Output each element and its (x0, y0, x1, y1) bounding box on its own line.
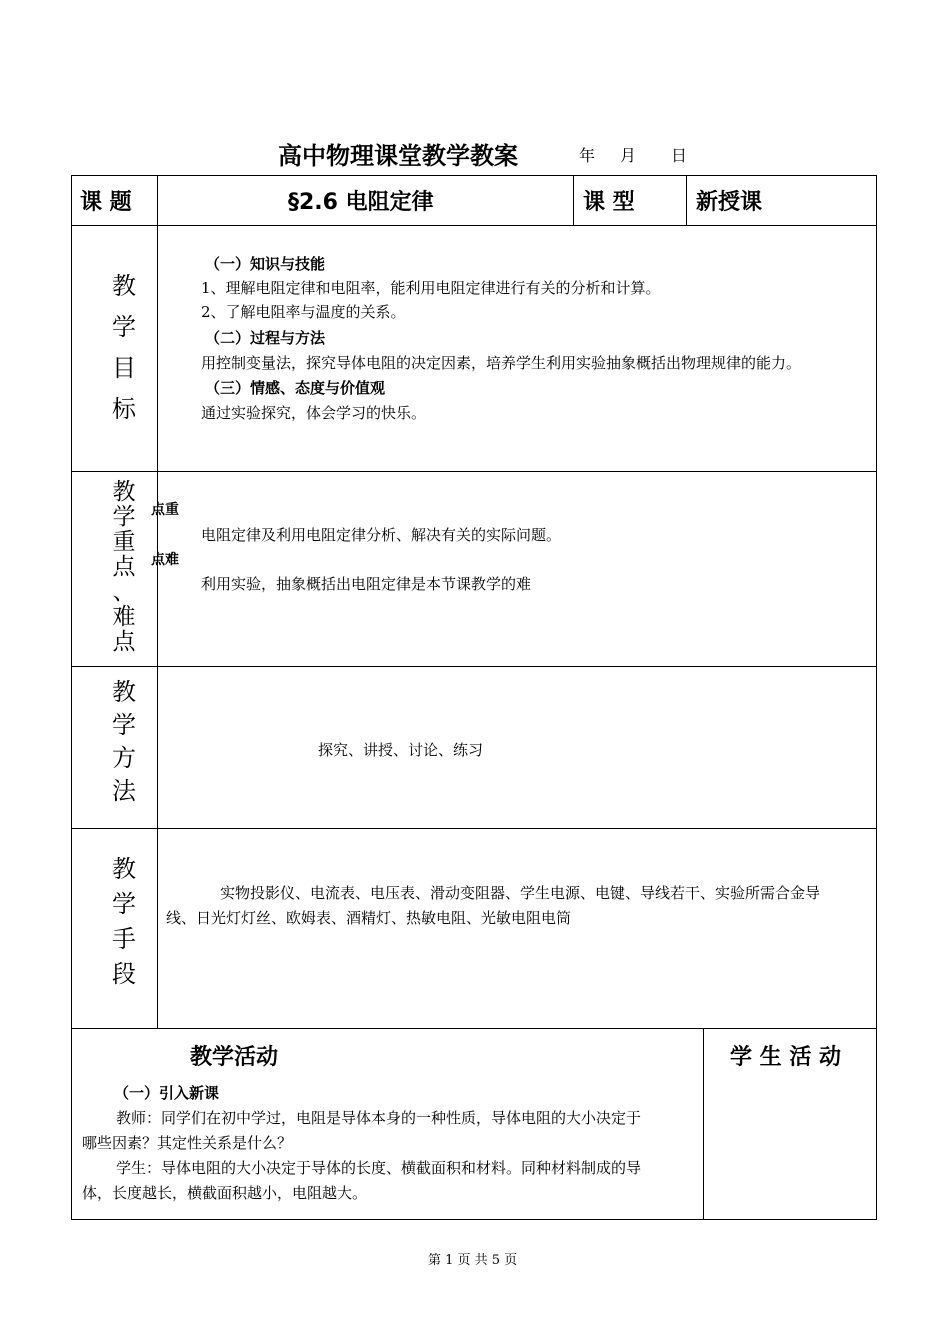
activity-section-heading: （一）引入新课 (114, 1084, 220, 1102)
keypoints-label: 教 学 重 点 、 难 点 (112, 479, 136, 655)
student-activity-header: 学 生 活 动 (730, 1045, 841, 1070)
activity-p2-line-1: 学生：导体电阻的大小决定于导体的长度、横截面积和材料。同种材料制成的导 (116, 1159, 642, 1177)
page-title: 高中物理课堂教学教案 (278, 142, 518, 170)
means-label: 教 学 手 段 (112, 855, 136, 988)
objectives-heading-3: （三）情感、态度与价值观 (205, 379, 386, 397)
objectives-heading-1: （一）知识与技能 (205, 255, 326, 273)
type-value: 新授课 (696, 190, 763, 215)
date-year: 年 (579, 146, 596, 165)
teacher-activity-header: 教学活动 (190, 1045, 279, 1070)
activity-p1-line-1: 教师：同学们在初中学过，电阻是导体本身的一种性质，导体电阻的大小决定于 (116, 1109, 642, 1127)
activity-p2-line-2: 体，长度越长，横截面积越小，电阻越大。 (82, 1184, 368, 1202)
methods-text: 探究、讲授、讨论、练习 (318, 741, 484, 759)
objectives-line-2: 2、了解电阻率与温度的关系。 (201, 303, 406, 321)
activity-p1-line-2: 哪些因素？其定性关系是什么？ (82, 1134, 293, 1152)
date-day: 日 (671, 146, 688, 165)
means-line-2: 线、日光灯灯丝、欧姆表、酒精灯、热敏电阻、光敏电阻电筒 (166, 909, 572, 927)
objectives-label: 教 学 目 标 (112, 272, 136, 423)
key-point-text: 电阻定律及利用电阻定律分析、解决有关的实际问题。 (201, 526, 562, 544)
objectives-line-4: 通过实验探究，体会学习的快乐。 (201, 404, 427, 422)
objectives-line-3: 用控制变量法，探究导体电阻的决定因素，培养学生利用实验抽象概括出物理规律的能力。 (201, 354, 802, 372)
difficult-point-tag: 点难 (151, 552, 179, 568)
key-point-tag: 点重 (151, 502, 179, 518)
page-footer: 第 1 页 共 5 页 (428, 1253, 518, 1268)
objectives-heading-2: （二）过程与方法 (205, 329, 326, 347)
date-month: 月 (620, 146, 637, 165)
topic-value: §2.6 电阻定律 (288, 190, 434, 215)
methods-label: 教 学 方 法 (112, 678, 136, 805)
objectives-line-1: 1、理解电阻定律和电阻率，能利用电阻定律进行有关的分析和计算。 (201, 279, 661, 297)
difficult-point-text: 利用实验，抽象概括出电阻定律是本节课教学的难 (201, 575, 532, 593)
topic-label: 课 题 (80, 190, 132, 215)
type-label: 课 型 (583, 190, 635, 215)
means-line-1: 实物投影仪、电流表、电压表、滑动变阻器、学生电源、电键、导线若干、实验所需合金导 (220, 884, 821, 902)
